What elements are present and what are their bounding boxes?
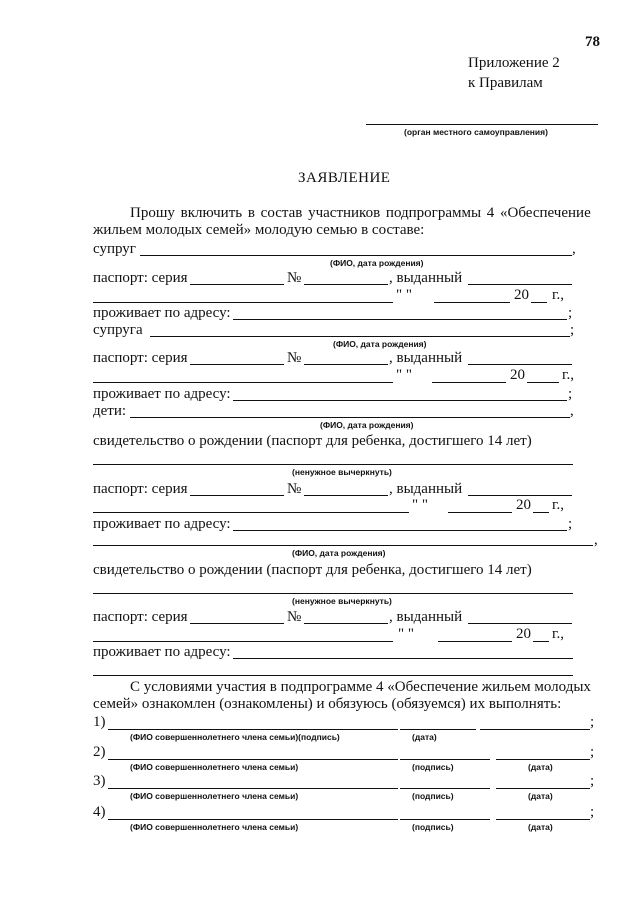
number-sign: № <box>287 481 302 497</box>
birth-cert-label: свидетельство о рождении (паспорт для ребенка, достигшего 14 лет) <box>93 433 532 449</box>
address-label: проживает по адресу: <box>93 516 231 532</box>
year-prefix: 20 <box>516 626 531 642</box>
signer-4-date-field[interactable] <box>496 819 590 820</box>
issue-month-field[interactable] <box>432 382 506 383</box>
signer-1-extra-field[interactable] <box>480 729 590 730</box>
wife-label: супруга <box>93 322 143 338</box>
org-line[interactable] <box>366 124 598 125</box>
issued-by-field[interactable] <box>468 495 572 496</box>
issue-month-field[interactable] <box>434 302 510 303</box>
passport-series-field[interactable] <box>190 623 284 624</box>
signer-1-date-field[interactable] <box>400 729 476 730</box>
address-label: проживает по адресу: <box>93 386 231 402</box>
signer-number: 3) <box>93 773 106 789</box>
year-suffix: г., <box>552 497 564 513</box>
caption-strike: (ненужное вычеркнуть) <box>292 596 392 606</box>
birth-cert-field[interactable] <box>93 464 573 465</box>
date-quote: " " <box>398 626 414 642</box>
signer-4-signature-field[interactable] <box>400 819 490 820</box>
year-prefix: 20 <box>514 287 529 303</box>
caption-date: (дата) <box>528 791 553 801</box>
address-field-2[interactable] <box>93 675 573 676</box>
intro-line-2: жильем молодых семей» молодую семью в составе: <box>93 222 425 238</box>
semicolon: ; <box>590 804 595 820</box>
caption-member: (ФИО совершеннолетнего члена семьи) <box>130 822 299 832</box>
caption-date: (дата) <box>412 732 437 742</box>
year-prefix: 20 <box>516 497 531 513</box>
caption-member: (ФИО совершеннолетнего члена семьи) <box>130 762 299 772</box>
child-fio-field[interactable] <box>93 545 593 546</box>
address-field[interactable] <box>233 319 567 320</box>
issued-by-field[interactable] <box>468 623 572 624</box>
issue-year-field[interactable] <box>531 302 547 303</box>
signer-3-signature-field[interactable] <box>400 788 490 789</box>
number-sign: № <box>287 350 302 366</box>
address-field[interactable] <box>233 400 567 401</box>
year-prefix: 20 <box>510 367 525 383</box>
passport-number-field[interactable] <box>304 623 388 624</box>
caption-member: (ФИО совершеннолетнего члена семьи) <box>130 791 299 801</box>
number-sign: № <box>287 270 302 286</box>
semicolon: ; <box>590 744 595 760</box>
passport-series-field[interactable] <box>190 284 284 285</box>
signer-1-name-field[interactable] <box>108 729 398 730</box>
issue-year-field[interactable] <box>533 641 549 642</box>
passport-series-label: паспорт: серия <box>93 481 188 497</box>
year-suffix: г., <box>552 287 564 303</box>
signer-number: 1) <box>93 714 106 730</box>
issued-by-field-2[interactable] <box>93 382 393 383</box>
issued-label: , выданный <box>389 270 463 286</box>
birth-cert-label: свидетельство о рождении (паспорт для ребенка, достигшего 14 лет) <box>93 562 532 578</box>
comma: , <box>594 532 598 548</box>
caption-signature: (подпись) <box>412 791 454 801</box>
signer-4-name-field[interactable] <box>108 819 398 820</box>
birth-cert-field[interactable] <box>93 593 573 594</box>
signer-3-name-field[interactable] <box>108 788 398 789</box>
address-field[interactable] <box>233 658 573 659</box>
signer-number: 2) <box>93 744 106 760</box>
caption-fio-dob: (ФИО, дата рождения) <box>320 420 414 430</box>
issued-by-field-2[interactable] <box>93 302 393 303</box>
caption-signature: (подпись) <box>412 762 454 772</box>
semicolon: ; <box>590 773 595 789</box>
passport-series-label: паспорт: серия <box>93 350 188 366</box>
semicolon: ; <box>570 322 575 338</box>
address-label: проживает по адресу: <box>93 305 231 321</box>
year-suffix: г., <box>552 626 564 642</box>
husband-label: супруг <box>93 241 136 257</box>
caption-date: (дата) <box>528 822 553 832</box>
document-title: ЗАЯВЛЕНИЕ <box>298 170 391 186</box>
semicolon: ; <box>568 305 573 321</box>
signer-number: 4) <box>93 804 106 820</box>
issued-by-field[interactable] <box>468 284 572 285</box>
passport-number-field[interactable] <box>304 364 388 365</box>
signer-2-name-field[interactable] <box>108 759 398 760</box>
date-quote: " " <box>396 287 412 303</box>
issued-label: , выданный <box>389 609 463 625</box>
passport-series-label: паспорт: серия <box>93 609 188 625</box>
conditions-line-1: С условиями участия в подпрограмме 4 «Обеспечение жильем молодых <box>130 679 591 695</box>
intro-line-1: Прошу включить в состав участников подпрограммы 4 «Обеспечение <box>130 205 591 221</box>
semicolon: ; <box>590 714 595 730</box>
passport-series-label: паспорт: серия <box>93 270 188 286</box>
org-caption: (орган местного самоуправления) <box>404 127 548 137</box>
passport-series-field[interactable] <box>190 364 284 365</box>
conditions-line-2: семей» ознакомлен (ознакомлены) и обязуюсь (обязуемся) их выполнять: <box>93 696 562 712</box>
appendix-label: Приложение 2 <box>468 55 560 71</box>
caption-strike: (ненужное вычеркнуть) <box>292 467 392 477</box>
issued-label: , выданный <box>389 481 463 497</box>
children-label: дети: <box>93 403 127 419</box>
date-quote: " " <box>396 367 412 383</box>
page-number: 78 <box>585 34 600 50</box>
issued-by-field-2[interactable] <box>93 641 393 642</box>
issued-by-field-2[interactable] <box>93 512 409 513</box>
address-label: проживает по адресу: <box>93 644 231 660</box>
husband-fio-field[interactable] <box>140 255 572 256</box>
issue-month-field[interactable] <box>438 641 512 642</box>
semicolon: ; <box>568 516 573 532</box>
issued-label: , выданный <box>389 350 463 366</box>
address-field[interactable] <box>233 530 567 531</box>
signer-3-date-field[interactable] <box>496 788 590 789</box>
comma: , <box>570 403 574 419</box>
year-suffix: г., <box>562 367 574 383</box>
wife-fio-field[interactable] <box>150 336 570 337</box>
passport-number-field[interactable] <box>304 495 388 496</box>
issue-year-field[interactable] <box>533 512 549 513</box>
caption-signature: (подпись) <box>412 822 454 832</box>
caption-fio-dob: (ФИО, дата рождения) <box>330 258 424 268</box>
caption-fio-dob: (ФИО, дата рождения) <box>333 339 427 349</box>
passport-series-field[interactable] <box>190 495 284 496</box>
issued-by-field[interactable] <box>468 364 572 365</box>
caption-fio-dob: (ФИО, дата рождения) <box>292 548 386 558</box>
rules-label: к Правилам <box>468 75 543 91</box>
passport-number-field[interactable] <box>304 284 388 285</box>
signer-2-date-field[interactable] <box>496 759 590 760</box>
caption-member-sign: (ФИО совершеннолетнего члена семьи)(подпись) <box>130 732 340 742</box>
comma: , <box>572 241 576 257</box>
children-fio-field[interactable] <box>130 417 570 418</box>
number-sign: № <box>287 609 302 625</box>
issue-month-field[interactable] <box>448 512 512 513</box>
semicolon: ; <box>568 386 573 402</box>
date-quote: " " <box>412 497 428 513</box>
caption-date: (дата) <box>528 762 553 772</box>
signer-2-signature-field[interactable] <box>400 759 490 760</box>
issue-year-field[interactable] <box>527 382 559 383</box>
